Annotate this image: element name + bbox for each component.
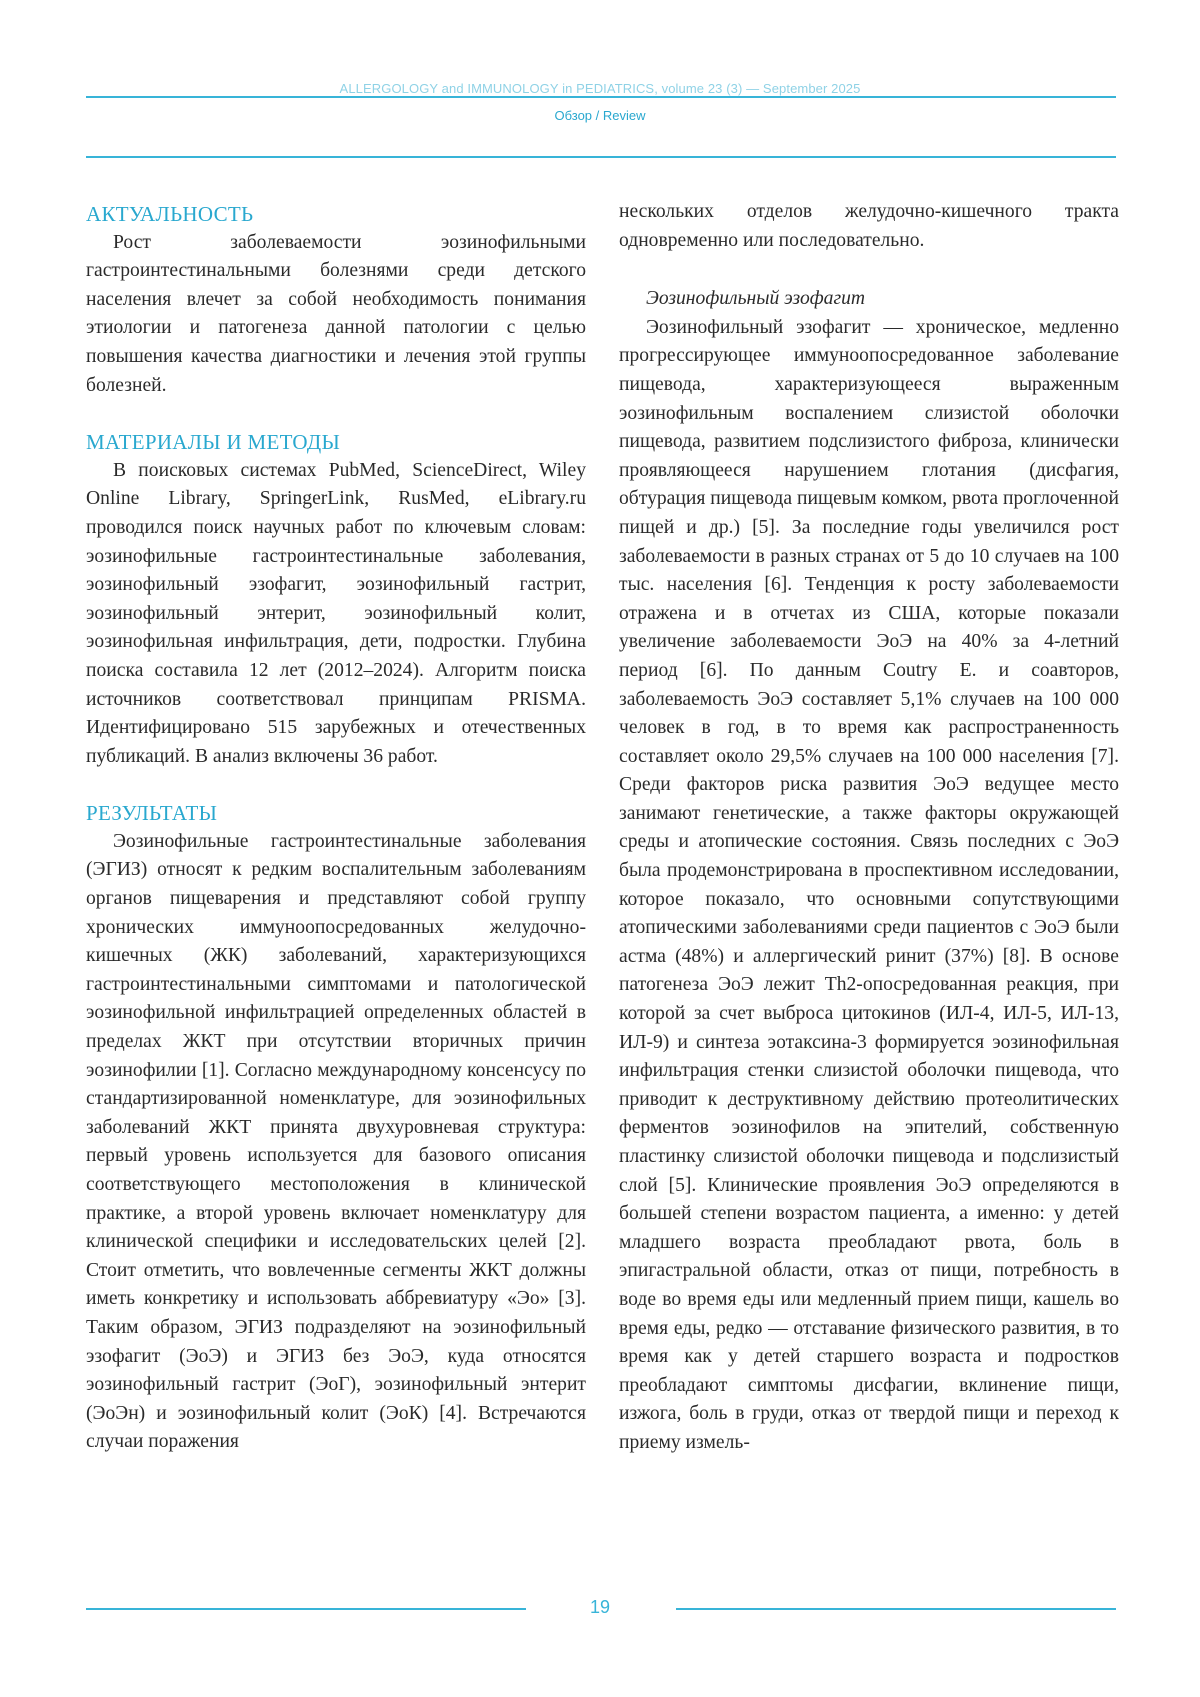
footer-rule-left [86,1608,526,1610]
right-column [619,198,1119,1458]
heading-relevance: АКТУАЛЬНОСТЬ [86,202,254,226]
page-number: 19 [589,1597,611,1617]
section-label: Обзор / Review [554,108,646,123]
left-column [86,200,586,1457]
subheading-eoe: Эозинофильный эзофагит [646,288,866,310]
header-rule-bottom [86,156,1116,158]
heading-results: РЕЗУЛЬТАТЫ [86,801,218,826]
footer-rule-right [676,1608,1116,1610]
paragraph-methods: В поисковых системах PubMed, ScienceDirect, Wiley Online Library, SpringerLink, RusMed, eLibrary.ru проводился поиск научных работ по ключевым словам: эозинофильные гастроинтестинальные заболевания, эозинофильный эзофагит, эозинофильный гастрит, эозинофильный энтерит, эозинофильный колит, эозинофильная инфильтрация, дети, подростки. Глубина поиска составила 12 лет (2012–2024). Алгоритм поиска источников соответствовал принципам PRISMA. Идентифицировано 515 зарубежных и отечественных публикаций. В анализ включены 36 работ. [86,459,586,767]
header-rule-top [86,96,1116,98]
paragraph-eoe: Эозинофильный эзофагит — хроническое, медленно прогрессирующее иммуноопосредованное заболевание пищевода, характеризующееся выраженным эозинофильным воспалением слизистой оболочки пищевода, развитием подслизистого фиброза, клинически проявляющееся нарушением глотания (дисфагия, обтурация пищевода пищевым комком, рвота проглоченной пищей и др.) [5]. За последние годы увеличился рост заболеваемости в разных странах от 5 до 10 случаев на 100 тыс. населения [6]. Тенденция к росту заболеваемости отражена и в отчетах из США, которые показали увеличение заболеваемости ЭоЭ на 40% за 4-летний период [6]. По данным Coutry E. и соавторов, заболеваемость ЭоЭ составляет 5,1% случаев на 100 000 человек в год, в то время как распространенность составляет около 29,5% случаев на 100 000 населения [7]. Среди факторов риска развития ЭоЭ ведущее место занимают генетические, а также факторы окружающей среды и атопические состояния. Связь последних с ЭоЭ была продемонстрирована в проспективном исследовании, которое показало, что основными сопутствующими атопическими заболеваниями среди пациентов с ЭоЭ были астма (48%) и аллергический ринит (37%) [8]. В основе патогенеза ЭоЭ лежит Th2-опосредованная реакция, при которой за счет выброса цитокинов (ИЛ-4, ИЛ-5, ИЛ-13, ИЛ-9) и синтеза эотаксина-3 формируется эозинофильная инфильтрация стенки слизистой оболочки пищевода, что приводит к деструктивному действию протеолитических ферментов эозинофилов на эпителий, собственную пластинку слизистой оболочки пищевода и подслизистый слой [5]. Клинические проявления ЭоЭ определяются в большей степени возрастом пациента, а именно: у детей младшего возраста преобладают рвота, боль в эпигастральной области, отказ от пищи, потребность в воде во время еды или медленный прием пищи, кашель во время еды, редко — отставание физического развития, в то время как у детей старшего возраста и подростков преобладают симптомы дисфагии, вклинение пищи, изжога, боль в груди, отказ от твердой пищи и переход к приему измель- [619,316,1119,1453]
paragraph-relevance: Рост заболеваемости эозинофильными гастроинтестинальными болезнями среди детского населения влечет за собой необходимость понимания этиологии и патогенеза данной патологии с целью повышения качества диагностики и лечения этой группы болезней. [86,231,586,396]
heading-methods: МАТЕРИАЛЫ И МЕТОДЫ [86,430,341,455]
journal-running-header: ALLERGOLOGY and IMMUNOLOGY in PEDIATRICS, volume 23 (3) — September 2025 [339,81,861,96]
paragraph-continuation: нескольких отделов желудочно-кишечного тракта одновременно или последовательно. [619,201,1119,251]
paragraph-results: Эозинофильные гастроинтестинальные заболевания (ЭГИЗ) относят к редким воспалительным заболеваниям органов пищеварения и представляют собой группу хронических иммуноопосредованных желудочно-кишечных (ЖК) заболеваний, характеризующихся гастроинтестинальными симптомами и патологической эозинофильной инфильтрацией определенных областей в пределах ЖКТ при отсутствии вторичных причин эозинофилии [1]. Согласно международному консенсусу по стандартизированной номенклатуре, для эозинофильных заболеваний ЖКТ принята двухуровневая структура: первый уровень используется для базового описания соответствующего местоположения в клинической практике, а второй уровень включает номенклатуру для клинической специфики и исследовательских целей [2]. Стоит отметить, что вовлеченные сегменты ЖКТ должны иметь конкретику и использовать аббревиатуру «Эо» [3]. Таким образом, ЭГИЗ подразделяют на эозинофильный эзофагит (ЭоЭ) и ЭГИЗ без ЭоЭ, куда относятся эозинофильный гастрит (ЭоГ), эозинофильный энтерит (ЭоЭн) и эозинофильный колит (ЭоК) [4]. Встречаются случаи поражения [86,830,586,1453]
